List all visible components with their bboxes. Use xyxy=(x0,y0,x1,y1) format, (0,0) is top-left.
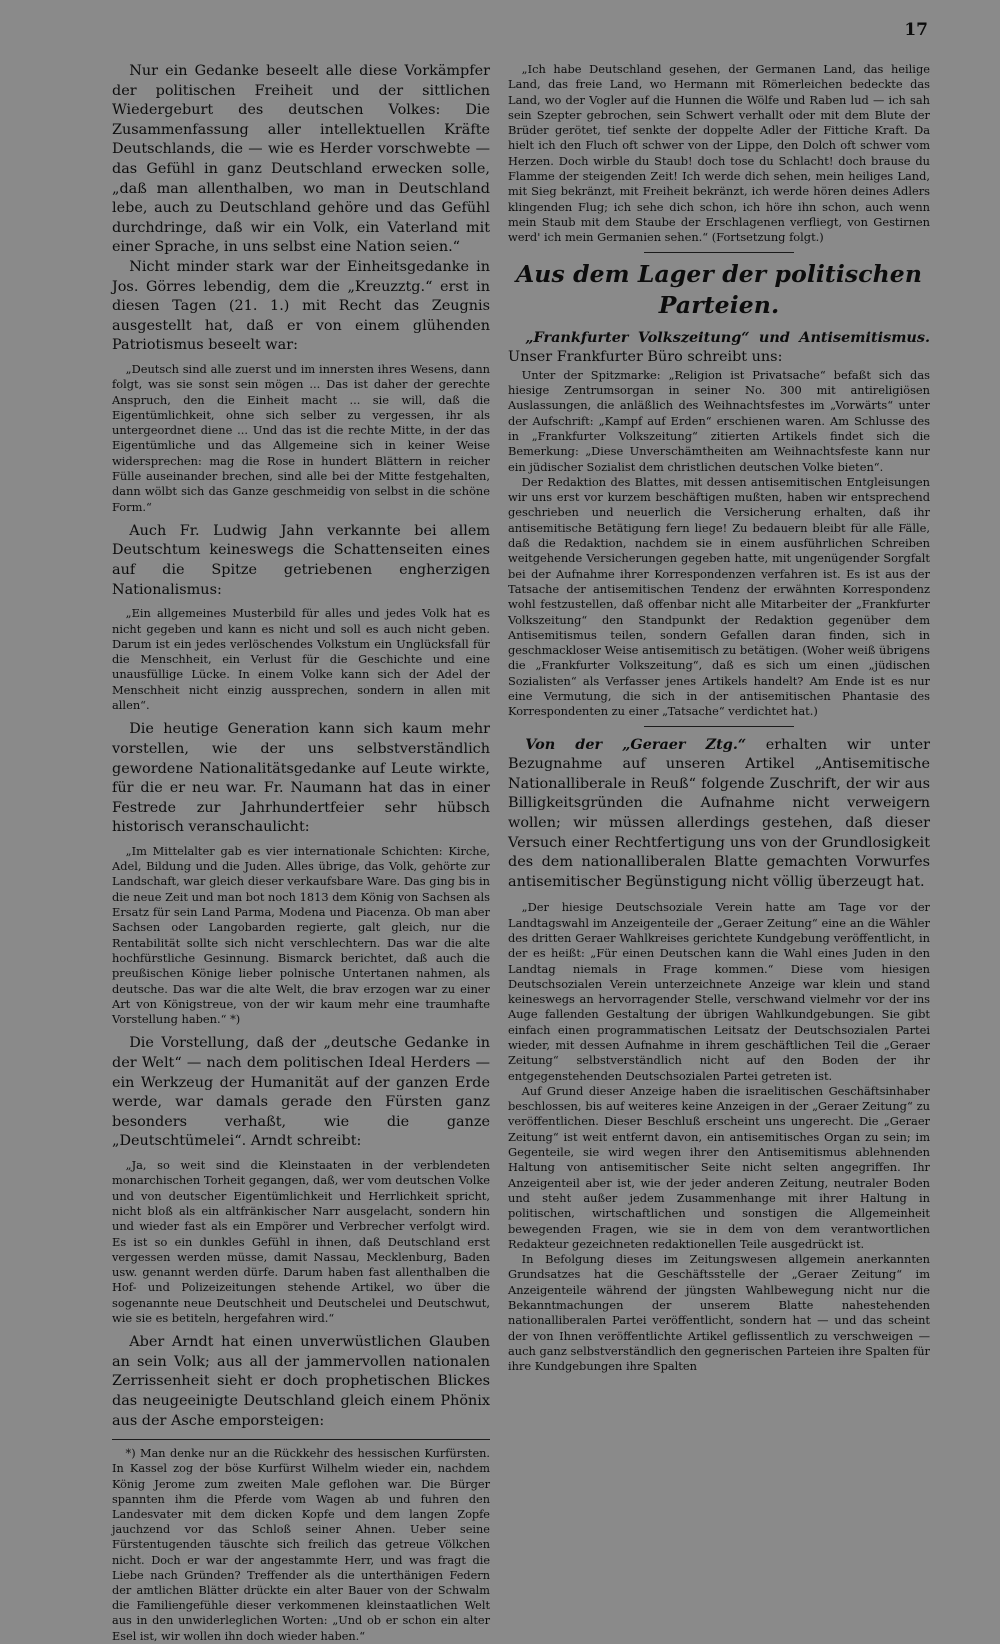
quote-jahn: „Ein allgemeines Musterbild für alles und jedes Volk hat es nicht gegeben und kann es nicht und soll es auch nicht geben. Darum ist ein jedes verlöschendes Volkstum ein Unglücksfall für die Menschheit, ein Verlust für die Geschichte und eine unausfüllige Lücke. In einem Volke kann sich der Adel der Menschheit nicht einzig aussprechen, sondern in allen mit allen“. xyxy=(112,606,490,713)
article-lead-bold: „Frankfurter Volkszeitung“ und Antisemitismus. xyxy=(525,328,930,346)
article-lead-bold: Von der „Geraer Ztg.“ xyxy=(525,735,747,753)
article-paragraph: In Befolgung dieses im Zeitungswesen allgemein anerkannten Grundsatzes hat die Geschäftsstelle der „Geraer Zeitung“ im Anzeigenteile während der jüngsten Wahlbewegung nicht nur die Bekanntmachungen der unserem Blatte nahestehenden nationalliberalen Partei veröffentlicht, sondern hat — und das scheint der von Ihnen veröffentlichte Artikel geflissentlich zu verschweigen — auch ganz selbstverständlich den gegnerischen Parteien ihre Spalten für ihre Kundgebungen ihre Spalten xyxy=(508,1252,930,1374)
paragraph: Nur ein Gedanke beseelt alle diese Vorkämpfer der politischen Freiheit und der sittlichen Wiedergeburt des deutschen Volkes: Die Zusammenfassung aller intellektuellen Kräfte Deutschlands, die — wie es Herder vorschwebte — das Gefühl in ganz Deutschland erwecken solle, „daß man allenthalben, wo man in Deutschland lebe, auch zu Deutschland gehöre und das Gefühl durchdringe, daß wir ein Volk, ein Vaterland mit einer Sprache, in uns selbst eine Nation seien.“ xyxy=(112,63,490,256)
article-paragraph: „Der hiesige Deutschsoziale Verein hatte am Tage vor der Landtagswahl im Anzeigenteile der „Geraer Zeitung“ eine an die Wähler des dritten Geraer Wahlkreises gerichtete Kundgebung veröffentlicht, in der es heißt: „Für einen Deutschen kann die Wahl eines Juden in den Landtag niemals in Frage kommen.“ Diese vom hiesigen Deutschsozialen Verein unterzeichnete Anzeige war klein und stand keineswegs an hervorragender Stelle, verschwand vielmehr vor der ins Auge fallenden Gestaltung der übrigen Wahlkundgebungen. Sie gibt einfach einen programmatischen Leitsatz der Deutschsozialen Partei wieder, mit dessen Aufnahme in ihrem geschäftlichen Teil die „Geraer Zeitung“ selbstverständlich nicht auf den Boden der ihr entgegenstehenden Deutschsozialen Partei getreten ist. xyxy=(508,900,930,1083)
page-number: 17 xyxy=(904,20,928,40)
left-column xyxy=(112,62,490,1643)
paragraph: Auch Fr. Ludwig Jahn verkannte bei allem Deutschtum keineswegs die Schattenseiten eines auf die Spitze getriebenen engherzigen Nationalismus: xyxy=(112,522,490,598)
article-lead-rest: erhalten wir unter Bezugnahme auf unseren Artikel „Antisemitische Nationalliberale in Reuß“ folgende Zuschrift, der wir aus Billigkeitsgründen die Aufnahme nicht verweigern wollen; wir müssen allerdings gestehen, daß dieser Versuch einer Rechtfertigung uns von der Grundlosigkeit des dem nationalliberalen Blatte gemachten Vorwurfes antisemitischer Begünstigung nicht völlig überzeugt hat. xyxy=(508,736,930,890)
quote-arndt: „Ja, so weit sind die Kleinstaaten in der verblendeten monarchischen Torheit gegangen, daß, wer vom deutschen Volke und von deutscher Eigentümlichkeit und Herrlichkeit spricht, nicht bloß als ein altfränkischer Narr ausgelacht, sondern hin und wieder fast als ein Empörer und Verbrecher verfolgt wird. Es ist so ein dunkles Gefühl in ihnen, daß Deutschland erst vergessen werden müsse, damit Nassau, Mecklenburg, Baden usw. genannt werden dürfe. Darum haben fast allenthalben die Hof- und Polizeizeitungen stehende Artikel, wo über die sogenannte neue Deutschheit und Deutschelei und Deutschwut, wie sie es betiteln, hergefahren wird.“ xyxy=(112,1158,490,1325)
quote-goerres: „Deutsch sind alle zuerst und im innersten ihres Wesens, dann folgt, was sie sonst sein mögen ... Das ist daher der gerechte Anspruch, den die Einheit macht ... sie will, daß die Eigentümlichkeit, ohne sich selber zu vergessen, ihr als untergeordnet diene ... Und das ist die rechte Mitte, in der das Eigentümliche und das Allgemeine sich in keiner Weise widersprechen: mag die Rose in hundert Blättern in reicher Fülle auseinander brechen, sind alle bei der Mitte festgehalten, dann wölbt sich das Ganze geschmeidig von selbst in die schöne Form.“ xyxy=(112,361,490,514)
paragraph: Die Vorstellung, daß der „deutsche Gedanke in der Welt“ — nach dem politischen Ideal Herders — ein Werkzeug der Humanität auf der ganzen Erde werde, war damals gerade den Fürsten ganz besonders verhaßt, wie die ganze „Deutschtümelei“. Arndt schreibt: xyxy=(112,1035,490,1150)
article-paragraph: Der Redaktion des Blattes, mit dessen antisemitischen Entgleisungen wir uns erst vor kurzem beschäftigen mußten, haben wir entsprechend geschrieben und neuerlich die Versicherung erhalten, daß ihr antisemitische Betätigung fern liege! Zu bedauern bleibt für alle Fälle, daß die Redaktion, nachdem sie in einem ausführlichen Schreiben weitgehende Versicherungen gegeben hatte, mit ungenügender Sorgfalt bei der Aufnahme ihrer Korrespondenzen verfahren ist. Es ist aus der Tatsache der antisemitischen Tendenz der erwähnten Korrespondenz wohl festzustellen, daß offenbar nicht alle Mitarbeiter der „Frankfurter Volkszeitung“ den Standpunkt der Redaktion gegenüber dem Antisemitismus teilen, sondern Gefallen daran finden, sich in geschmackloser Weise antisemitisch zu betätigen. (Woher weiß übrigens die „Frankfurter Volkszeitung“, daß es sich um einen „jüdischen Sozialisten“ als Verfasser jenes Artikels handelt? Am Ende ist es nur eine Vermutung, die sich in der antisemitischen Phantasie des Korrespondenten zu einer „Tatsache“ verdichtet hat.) xyxy=(508,474,930,719)
section-divider xyxy=(644,252,794,253)
article-lead-rest: Unser Frankfurter Büro schreibt uns: xyxy=(508,349,783,366)
footnote-divider xyxy=(112,1439,490,1440)
article-paragraph: Auf Grund dieser Anzeige haben die israelitischen Geschäftsinhaber beschlossen, bis auf weiteres keine Anzeigen in der „Geraer Zeitung“ zu veröffentlichen. Dieser Beschluß erscheint uns ungerecht. Die „Geraer Zeitung“ ist weit entfernt davon, ein antisemitisches Organ zu sein; im Gegenteile, sie wird wegen ihrer den Antisemitismus ablehnenden Haltung von antisemitischer Seite nicht selten angegriffen. Ihr Anzeigenteil aber ist, wie der jeder anderen Zeitung, neutraler Boden und steht außer jedem Zusammenhange mit ihrer Haltung in politischen, wirtschaftlichen und sonstigen die Allgemeinheit bewegenden Fragen, wie sie in dem von dem verantwortlichen Redakteur gezeichneten redaktionellen Teile ausgedrückt ist. xyxy=(508,1083,930,1251)
paragraph: Nicht minder stark war der Einheitsgedanke in Jos. Görres lebendig, dem die „Kreuzztg.“ erst in diesen Tagen (21. 1.) mit Recht das Zeugnis ausgestellt hat, daß er von einem glühenden Patriotismus beseelt war: xyxy=(112,258,490,354)
section-title: Aus dem Lager der politischen Parteien. xyxy=(515,259,923,319)
article-paragraph: Unter der Spitzmarke: „Religion ist Privatsache“ befaßt sich das hiesige Zentrumsorgan in seiner No. 300 mit antireligiösen Auslassungen, die anläßlich des Weihnachtsfestes im „Vorwärts“ unter der Aufschrift: „Kampf auf Erden“ erschienen waren. Am Schlusse des in „Frankfurter Volkszeitung“ zitierten Artikels findet sich die Bemerkung: „Diese Unverschämtheiten am Weihnachtsfeste kann nur ein jüdischer Sozialist dem christlichen deutschen Volke bieten“. xyxy=(508,367,930,474)
article-lead xyxy=(508,735,930,893)
article-divider xyxy=(644,726,794,727)
paragraph: Aber Arndt hat einen unverwüstlichen Glauben an sein Volk; aus all der jammervollen nationalen Zerrissenheit sieht er doch prophetischen Blickes das neugeeinigte Deutschland gleich einem Phönix aus der Asche emporsteigen: xyxy=(112,1334,490,1429)
quote-arndt-continued: „Ich habe Deutschland gesehen, der Germanen Land, das heilige Land, das freie Land, wo Hermann mit Römerleichen bedeckte das Land, wo der Vogler auf die Hunnen die Wölfe und Raben lud — ich sah sein Szepter gebrochen, sein Schwert verhallt oder mit dem Blute der Brüder gerötet, tief senkte der doppelte Adler der Fittiche Kraft. Da hielt ich den Fluch oft schwer von der Lippe, den Dolch oft schwer vom Herzen. Doch wirble du Staub! doch tose du Schlacht! doch brause du Flamme der steigenden Zeit! Ich werde dich sehen, mein heiliges Land, mit Sieg bekränzt, mit Freiheit bekränzt, ich werde hören deines Adlers klingenden Flug; ich sehe dich schon, ich höre ihn schon, auch wenn mein Staub mit dem Staube der Erschlagenen verfliegt, von Gestirnen werd' ich mein Germanien sehen.“ (Fortsetzung folgt.) xyxy=(508,62,930,245)
footnote: *) Man denke nur an die Rückkehr des hessischen Kurfürsten. In Kassel zog der böse Kurfürst Wilhelm wieder ein, nachdem König Jerome zum zweiten Male geflohen war. Die Bürger spannten ihm die Pferde vom Wagen ab und fuhren den Landesvater mit dem dicken Kopfe und dem langen Zopfe jauchzend vor das Schloß seiner Ahnen. Ueber seine Fürstentugenden täuschte sich freilich das getreue Völkchen nicht. Doch er war der angestammte Herr, und was fragt die Liebe nach Gründen? Treffender als die unterthänigen Federn der amtlichen Blätter drückte ein alter Bauer von der Schwalm die Familiengefühle dieser verkommenen kleinstaatlichen Welt aus in den unwiderleglichen Worten: „Und ob er schon ein alter Esel ist, wir wollen ihn doch wieder haben.“ xyxy=(112,1447,490,1643)
right-column xyxy=(508,62,930,1374)
quote-naumann: „Im Mittelalter gab es vier internationale Schichten: Kirche, Adel, Bildung und die Juden. Alles übrige, das Volk, gehörte zur Landschaft, war gleich dieser verkaufsbare Ware. Das ging bis in die neue Zeit und man bot noch 1813 dem König von Sachsen als Ersatz für sein Land Parma, Modena und Piacenza. Ob man aber Sachsen oder Langobarden regierte, galt gleich, nur die Rentabilität sollte sich nicht verschlechtern. Das war die alte hochfürstliche Gesinnung. Bismarck berichtet, daß auch die preußischen Könige lieber polnische Untertanen nahmen, als deutsche. Das war die alte Welt, die brav erzogen war zu einer Art von Königstreue, von der wir kaum mehr eine traumhafte Vorstellung haben.“ *) xyxy=(112,843,490,1027)
article-lead xyxy=(508,328,930,368)
paragraph: Die heutige Generation kann sich kaum mehr vorstellen, wie der uns selbstverständlich gewordene Nationalitätsgedanke auf Leute wirkte, für die er neu war. Fr. Naumann hat das in einer Festrede zur Jahrhundertfeier sehr hübsch historisch veranschaulicht: xyxy=(112,721,490,836)
